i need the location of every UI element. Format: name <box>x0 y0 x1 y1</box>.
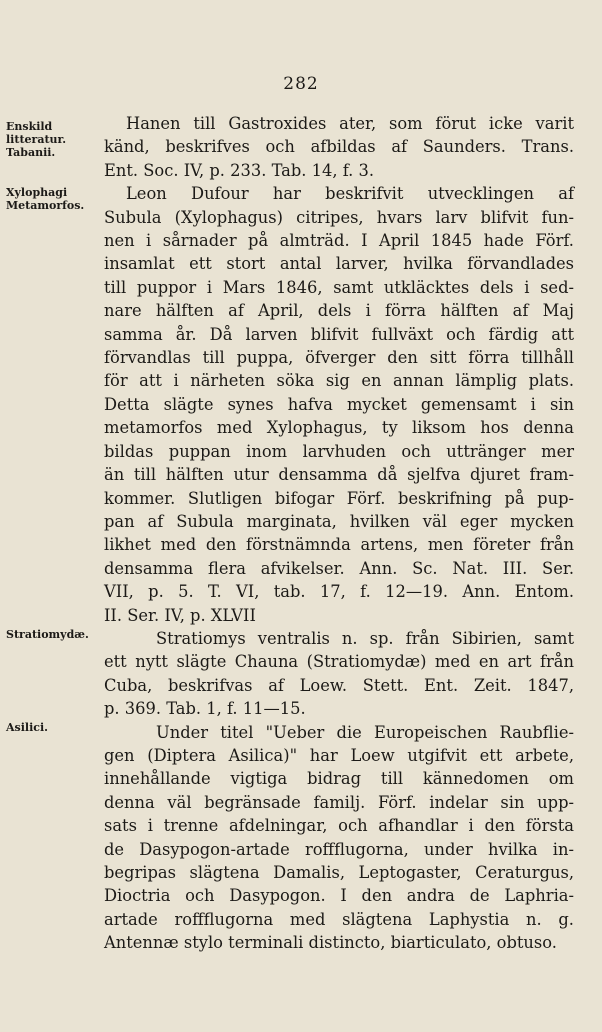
text-line: än till hälften utur densamma då sjelfva djuret fram- <box>104 465 574 485</box>
text-line: förvandlas till puppa, öfverger den sitt förra tillhåll <box>104 348 574 368</box>
text-line: bildas puppan inom larvhuden och uttränger mer <box>104 441 574 461</box>
text-line: Antennæ stylo terminali distincto, biarticulato, obtuso. <box>104 933 557 953</box>
text-line: pan af Subula marginata, hvilken väl eger mycken <box>104 511 574 531</box>
text-line: för att i närheten söka sig en annan lämplig plats. <box>104 371 574 391</box>
text-line: Under titel "Ueber die Europeischen Raubflie- <box>156 722 574 742</box>
text-line: sats i trenne afdelningar, och afhandlar i den första <box>104 816 574 836</box>
margin-note-stratiomydae: Stratiomydæ. <box>6 628 89 641</box>
margin-note-asilici: Asilici. <box>6 721 48 734</box>
text-line: Stratiomys ventralis n. sp. från Sibirien, samt <box>156 628 574 648</box>
text-line: de Dasypogon-artade roffflugorna, under hvilka in- <box>104 839 574 859</box>
text-line: Ent. Soc. IV, p. 233. Tab. 14, f. 3. <box>104 160 375 180</box>
text-line: innehållande vigtiga bidrag till kännedomen om <box>104 769 574 789</box>
text-line: metamorfos med Xylophagus, ty liksom hos denna <box>104 418 574 438</box>
text-line: nen i sårnader på almträd. I April 1845 hade Förf. <box>104 231 574 251</box>
text-line: Dioctria och Dasypogon. I den andra de Laphria- <box>104 886 574 906</box>
text-line: Leon Dufour har beskrifvit utvecklingen af <box>126 184 574 204</box>
text-line: begripas slägtena Damalis, Leptogaster, Ceraturgus, <box>104 863 574 882</box>
text-line: samma år. Då larven blifvit fullväxt och färdig att <box>104 324 574 344</box>
margin-note-xylophagi: Xylophagi Metamorfos. <box>6 186 85 212</box>
margin-note-enskild: Enskild litteratur. Tabanii. <box>6 120 67 159</box>
text-line: till puppor i Mars 1846, samt utkläcktes dels i sed- <box>104 277 574 297</box>
page-number: 282 <box>283 74 319 94</box>
text-line: likhet med den förstnämnda artens, men företer från <box>104 535 574 555</box>
text-line: Detta slägte synes hafva mycket gemensamt i sin <box>104 394 574 414</box>
text-line: kommer. Slutligen bifogar Förf. beskrifning på pup- <box>104 488 574 508</box>
text-line: insamlat ett stort antal larver, hvilka förvandlades <box>104 254 574 274</box>
text-line: denna väl begränsade familj. Förf. indelar sin upp- <box>104 792 574 812</box>
text-line: känd, beskrifves och afbildas af Saunders. Trans. <box>104 137 574 157</box>
text-line: Cuba, beskrifvas af Loew. Stett. Ent. Zeit. 1847, <box>104 675 574 695</box>
text-line: VII, p. 5. T. VI, tab. 17, f. 12—19. Ann. Entom. <box>104 582 574 602</box>
text-line: ett nytt slägte Chauna (Stratiomydæ) med en art från <box>104 652 574 672</box>
text-line: II. Ser. IV, p. XLVII <box>104 605 256 625</box>
text-line: gen (Diptera Asilica)" har Loew utgifvit ett arbete, <box>104 745 574 765</box>
text-line: artade roffflugorna med slägtena Laphystia n. g. <box>104 909 574 929</box>
body-text <box>104 112 574 955</box>
text-line: nare hälften af April, dels i förra hälften af Maj <box>104 301 574 321</box>
text-line: densamma flera afvikelser. Ann. Sc. Nat. III. Ser. <box>104 558 574 578</box>
text-line: p. 369. Tab. 1, f. 11—15. <box>104 699 306 719</box>
text-line: Hanen till Gastroxides ater, som förut icke varit <box>126 114 574 133</box>
text-line: Subula (Xylophagus) citripes, hvars larv blifvit fun- <box>104 207 574 227</box>
